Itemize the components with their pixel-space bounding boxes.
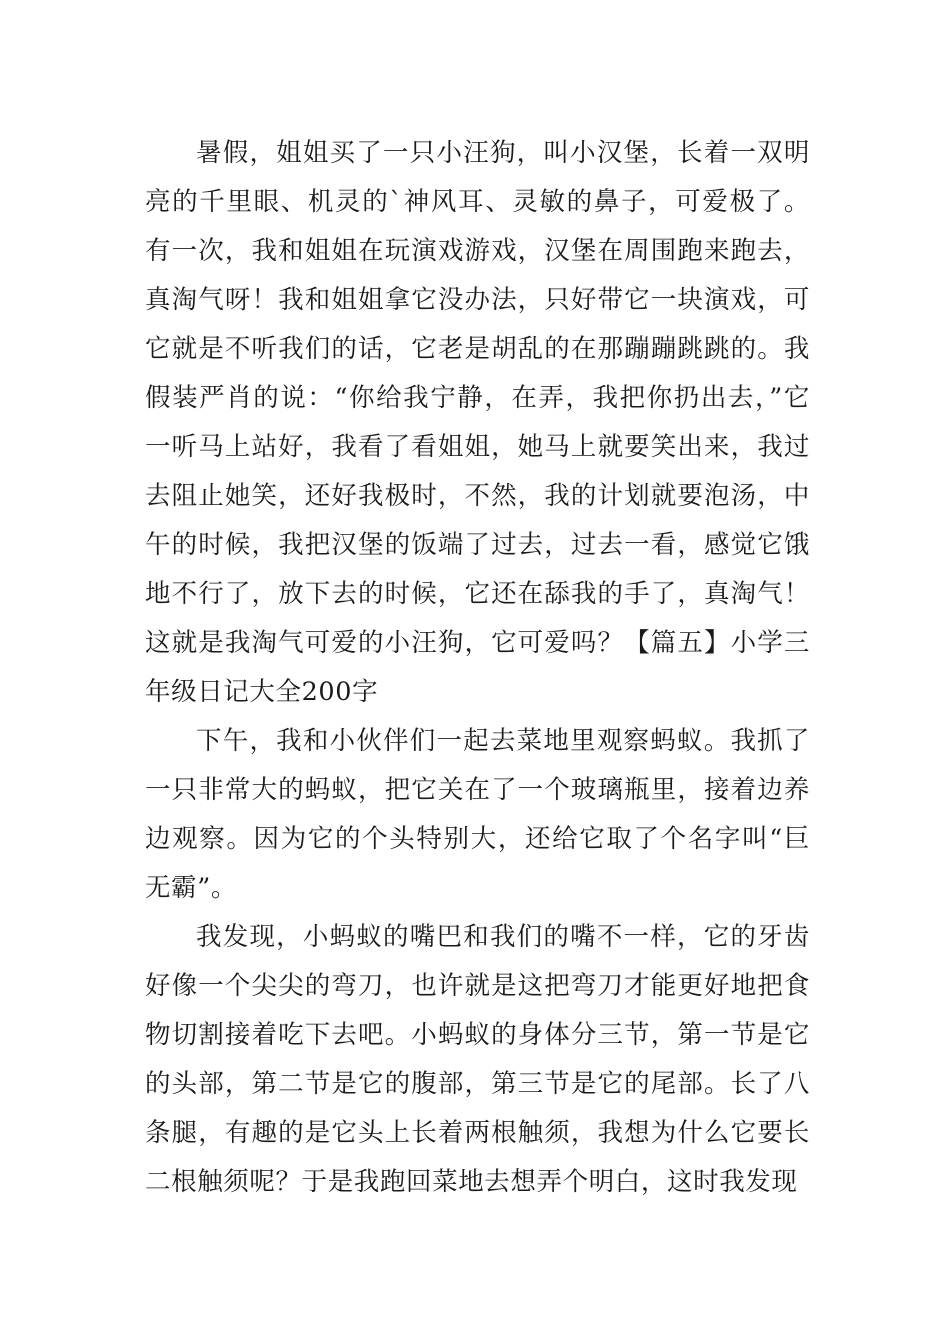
document-body <box>145 129 810 1207</box>
paragraph-2: 下午，我和小伙伴们一起去菜地里观察蚂蚁。我抓了一只非常大的蚂蚁，把它关在了一个玻璃瓶里，接着边养边观察。因为它的个头特别大，还给它取了个名字叫“巨无霸”。 <box>145 726 810 903</box>
paragraph-3: 我发现，小蚂蚁的嘴巴和我们的嘴不一样，它的牙齿好像一个尖尖的弯刀，也许就是这把弯刀才能更好地把食物切割接着吃下去吧。小蚂蚁的身体分三节，第一节是它的头部，第二节是它的腹部，第三节是它的尾部。长了八条腿，有趣的是它头上长着两根触须，我想为什么它要长二根触须呢？于是我跑回菜地去想弄个明白，这时我发现 <box>145 922 810 1197</box>
paragraph-1: 暑假，姐姐买了一只小汪狗，叫小汉堡，长着一双明亮的千里眼、机灵的`神风耳、灵敏的鼻子，可爱极了。有一次，我和姐姐在玩演戏游戏，汉堡在周围跑来跑去，真淘气呀！我和姐姐拿它没办法，只好带它一块演戏，可它就是不听我们的话，它老是胡乱的在那蹦蹦跳跳的。我假装严肖的说：“你给我宁静，在弄，我把你扔出去，”它一听马上站好，我看了看姐姐，她马上就要笑出来，我过去阻止她笑，还好我极时，不然，我的计划就要泡汤，中午的时候，我把汉堡的饭端了过去，过去一看，感觉它饿地不行了，放下去的时候，它还在舔我的手了，真淘气！这就是我淘气可爱的小汪狗，它可爱吗？【篇五】小学三年级日记大全200字 <box>145 138 810 707</box>
